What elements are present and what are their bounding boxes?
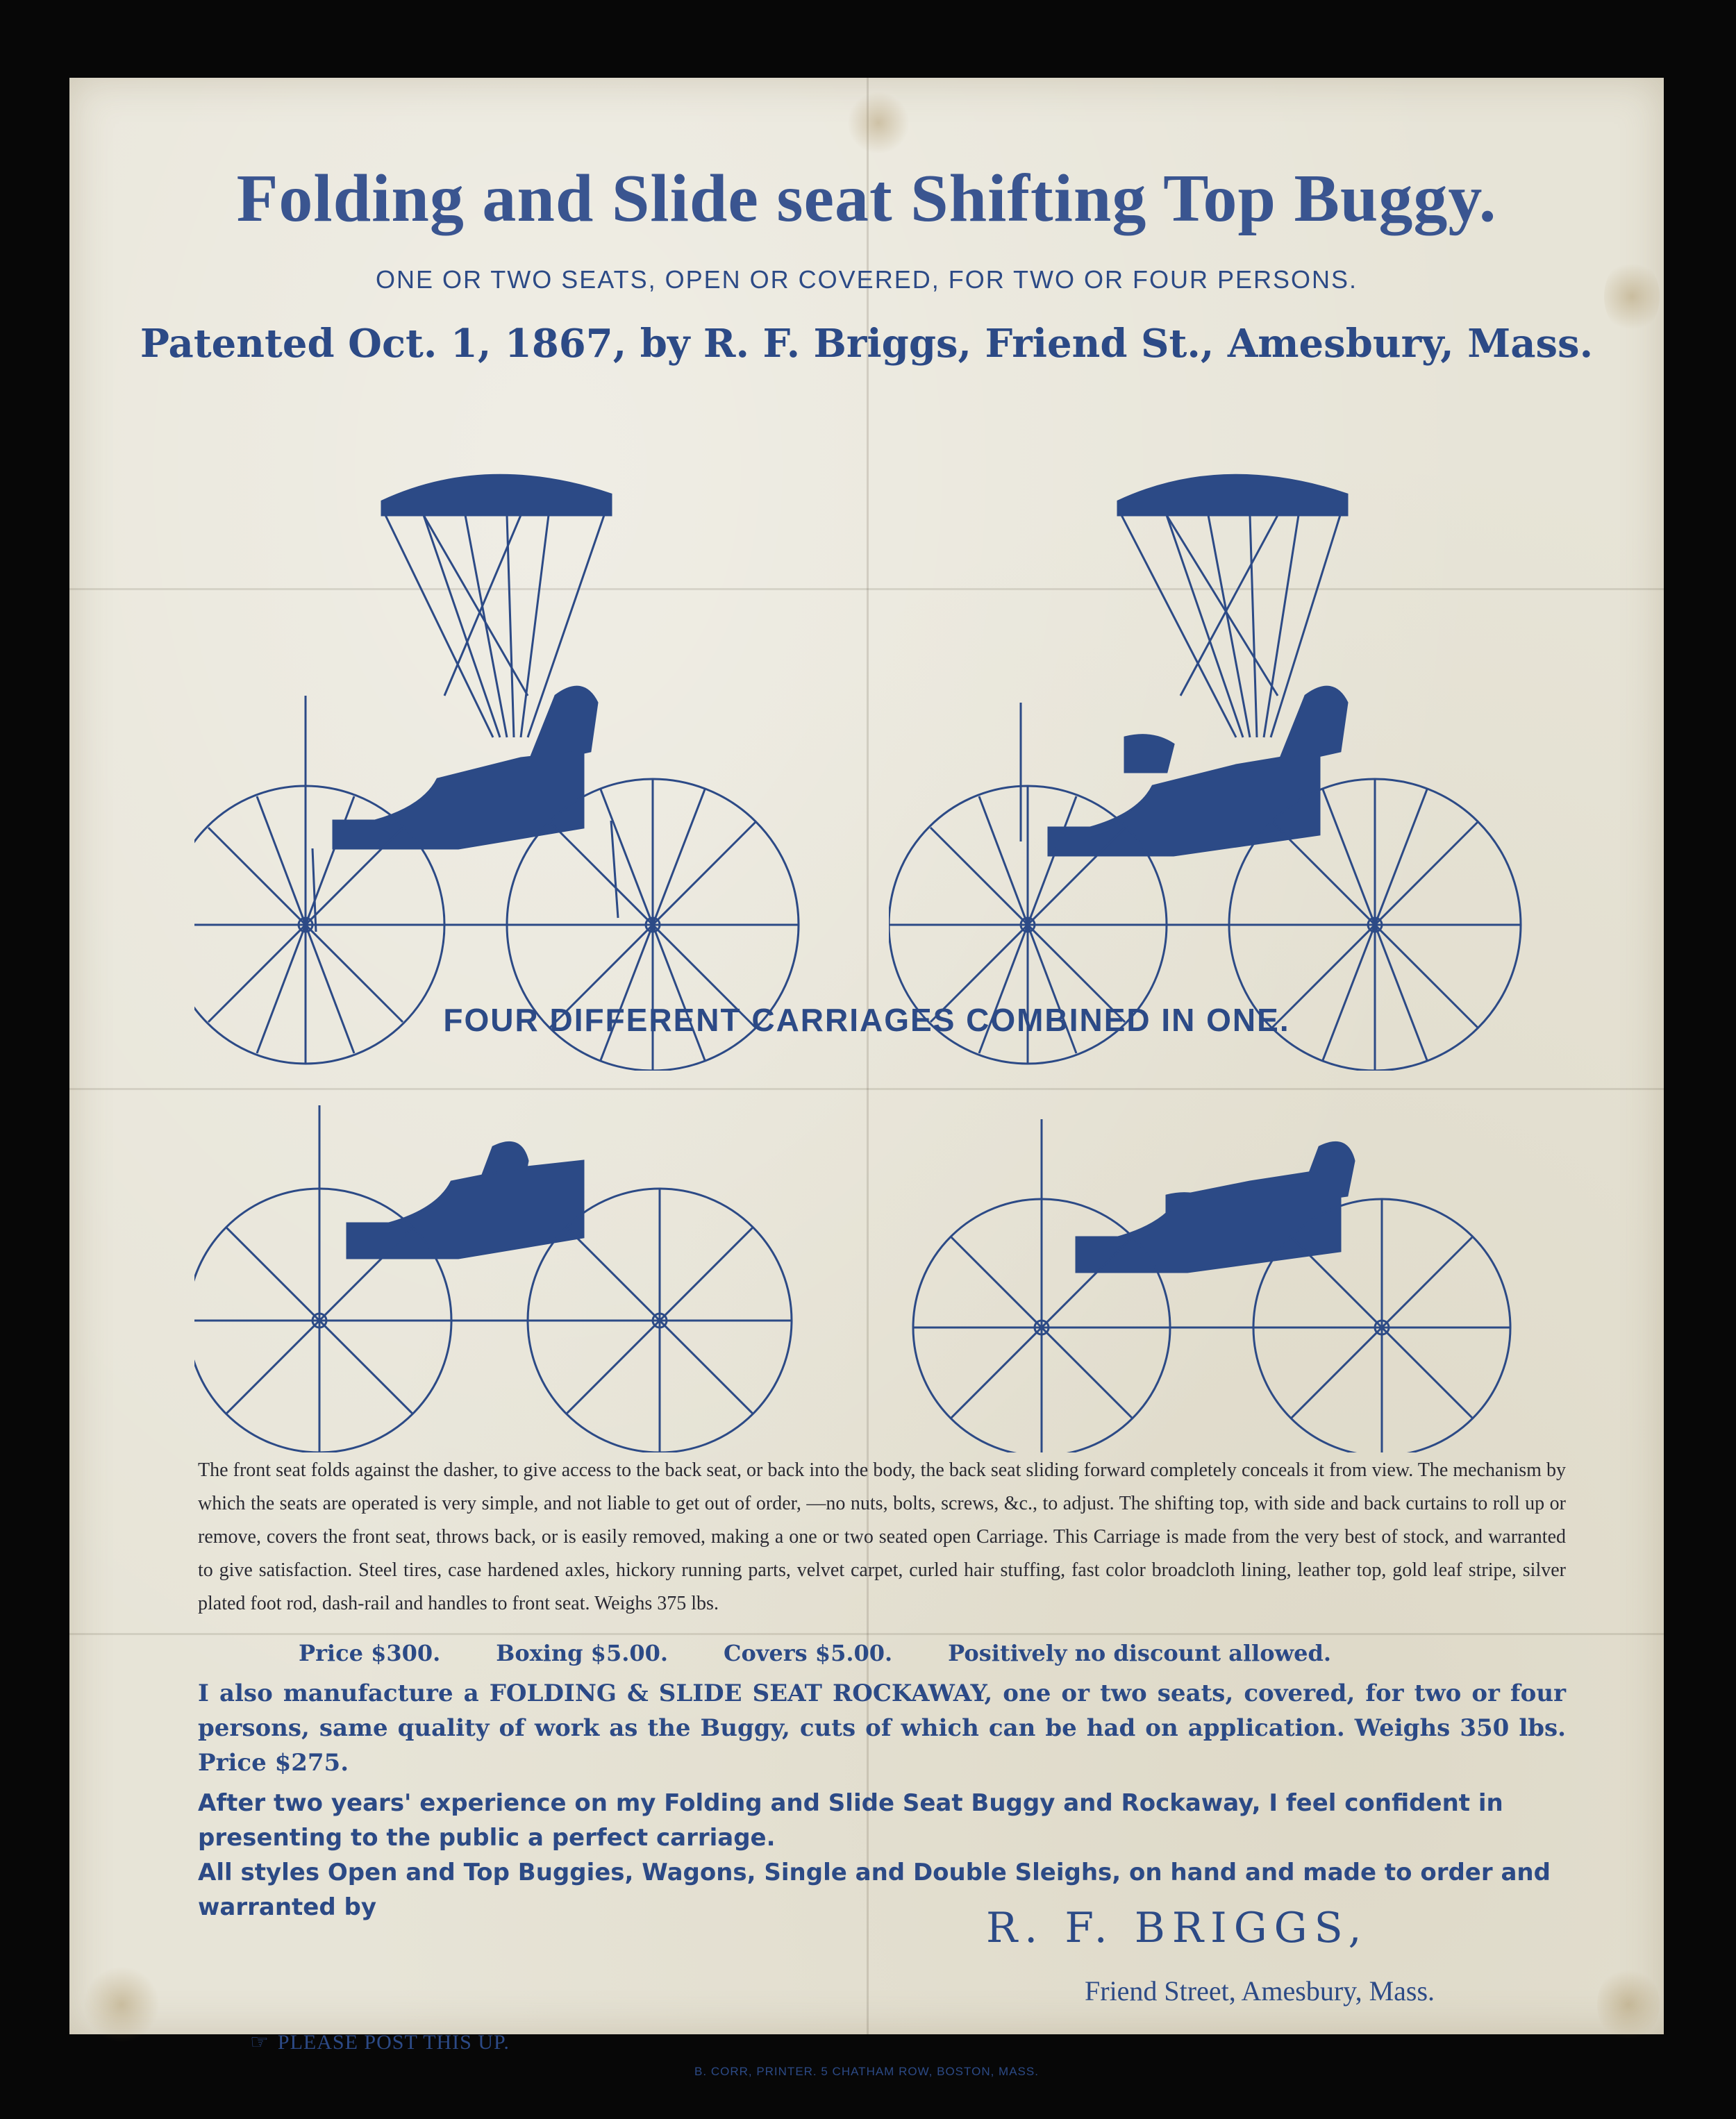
post-notice bbox=[250, 2030, 510, 2054]
buggy-illustration-top-one-seat bbox=[194, 404, 889, 1071]
rockaway-paragraph: I also manufacture a FOLDING & SLIDE SEAT ROCKAWAY, one or two seats, covered, for two or four persons, same quality of work as the Buggy, cuts of which can be had on application. Weighs 350 lbs. Price $275. bbox=[198, 1680, 1566, 1777]
stain bbox=[847, 92, 910, 154]
covers-price-text: Covers $5.00. bbox=[724, 1640, 893, 1666]
post-notice-text: PLEASE POST THIS UP. bbox=[277, 2030, 510, 2054]
styles-paragraph: All styles Open and Top Buggies, Wagons, Single and Double Sleighs, on hand and made to order and warranted by bbox=[198, 1859, 1551, 1921]
middle-heading: FOUR DIFFERENT CARRIAGES COMBINED IN ONE. bbox=[443, 1002, 1290, 1038]
stain bbox=[83, 1966, 160, 2043]
fold-line-horizontal-3 bbox=[69, 1633, 1664, 1635]
pointing-hand-icon: ☞ bbox=[250, 2031, 269, 2054]
poster-subtitle: ONE OR TWO SEATS, OPEN OR COVERED, FOR TWO OR FOUR PERSONS. bbox=[375, 265, 1358, 294]
experience-paragraph: After two years' experience on my Folding and Slide Seat Buggy and Rockaway, I feel confident in presenting to the public a perfect carriage. bbox=[198, 1789, 1503, 1852]
discount-notice: Positively no discount allowed. bbox=[948, 1640, 1332, 1666]
price-text: Price $300. bbox=[299, 1640, 441, 1666]
buggy-illustration-open-one-seat bbox=[194, 1084, 889, 1452]
signature-address: Friend Street, Amesbury, Mass. bbox=[1085, 1975, 1435, 2007]
printer-credit: B. CORR, PRINTER. 5 CHATHAM ROW, BOSTON, MASS. bbox=[694, 2065, 1039, 2078]
buggy-illustration-top-two-seats bbox=[889, 404, 1583, 1071]
description-paragraph: The front seat folds against the dasher, to give access to the back seat, or back into the body, the back seat sliding forward completely conceals it from view. The mechanism by which the seats are operated is very simple, and not liable to get out of order, —no nuts, bolts, screws, &c., to adjust. The shifting top, with side and back curtains to roll up or remove, covers the front seat, throws back, or is easily removed, making a one or two seated open Carriage. This Carriage is made from the very best of stock, and warranted to give satisfaction. Steel tires, case hardened axles, hickory running parts, velvet carpet, curled hair stuffing, fast color broadcloth lining, leather top, gold leaf stripe, silver plated foot rod, dash-rail and handles to front seat. Weighs 375 lbs. bbox=[198, 1459, 1566, 1614]
poster-paper bbox=[69, 78, 1664, 2078]
buggy-illustration-open-two-seats bbox=[889, 1084, 1583, 1452]
stain bbox=[1597, 1966, 1660, 2043]
poster-title: Folding and Slide seat Shifting Top Buggy. bbox=[236, 161, 1497, 236]
signature-name: R. F. BRIGGS, bbox=[986, 1904, 1369, 1952]
price-row bbox=[299, 1640, 1583, 1666]
patent-line: Patented Oct. 1, 1867, by R. F. Briggs, Friend St., Amesbury, Mass. bbox=[140, 321, 1594, 367]
boxing-price-text: Boxing $5.00. bbox=[496, 1640, 669, 1666]
